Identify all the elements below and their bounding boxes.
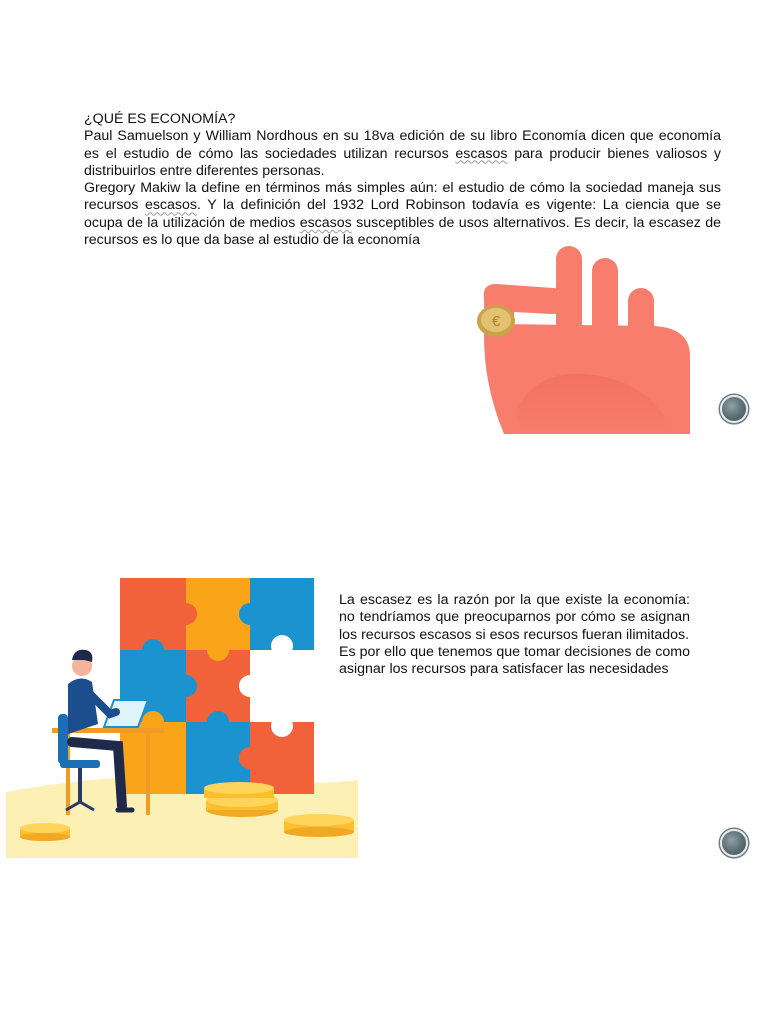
euro-icon: € [491,313,501,330]
paragraph-makiw-text-c: susceptibles de usos alternativos. Es decir, la escasez de recursos es lo que da base al estudio de la economía [84,214,721,249]
puzzle-knob [175,603,197,625]
puzzle-knob [239,747,261,769]
puzzle-desk-illustration [6,574,358,858]
spellcheck-word: escasos [299,214,352,231]
coin-stack [204,782,278,817]
puzzle-hole [239,675,261,697]
intro-text-block [84,111,721,249]
puzzle-knob [142,639,164,661]
puzzle-knob [175,675,197,697]
puzzle-knob [207,639,229,661]
paragraph-scarcity: La escasez es la razón por la que existe la economía: no tendríamos que preocuparnos por cómo se asignan los recursos escasos si esos recursos fueran ilimitados. [339,592,690,643]
person-torso [68,678,98,734]
desk-leg [146,733,150,815]
slide-nav-circle-icon[interactable] [720,829,748,857]
section-heading: ¿QUÉ ES ECONOMÍA? [84,111,236,127]
chair-post [78,768,82,802]
puzzle-hole [271,715,293,737]
paragraph-makiw-text-b: . Y la definición del 1932 Lord Robinson todavía es vigente: La ciencia que se ocupa de la utilización de medios [84,197,721,231]
puzzle-hole [271,635,293,657]
puzzle-knob [207,711,229,733]
puzzle-knob [239,603,261,625]
spellcheck-word: escasos [455,145,508,162]
chair-seat [60,760,100,768]
coin-stack [284,814,354,837]
coin-stack [20,823,70,841]
slide-nav-circle-icon[interactable] [720,395,748,423]
scarcity-text-block [339,592,690,678]
paragraph-samuelson-text-a: Paul Samuelson y William Nordhous en su 18va edición de su libro Economía dicen que economía es el estudio de cómo las sociedades utilizan recursos [84,128,721,162]
paragraph-samuelson-text-b: para producir bienes valiosos y distribuirlos entre diferentes personas. [84,145,721,179]
hand-holding-coin-illustration [464,236,708,434]
paragraph-decisions: Es por ello que tenemos que tomar decisiones de como asignar los recursos para satisfacer las necesidades [339,643,690,678]
paragraph-makiw-text-a: Gregory Makiw la define en términos más simples aún: el estudio de cómo la sociedad maneja sus recursos [84,180,721,214]
paragraph-samuelson [84,128,721,180]
chair-back [58,714,68,764]
spellcheck-word: escasos [144,197,197,214]
